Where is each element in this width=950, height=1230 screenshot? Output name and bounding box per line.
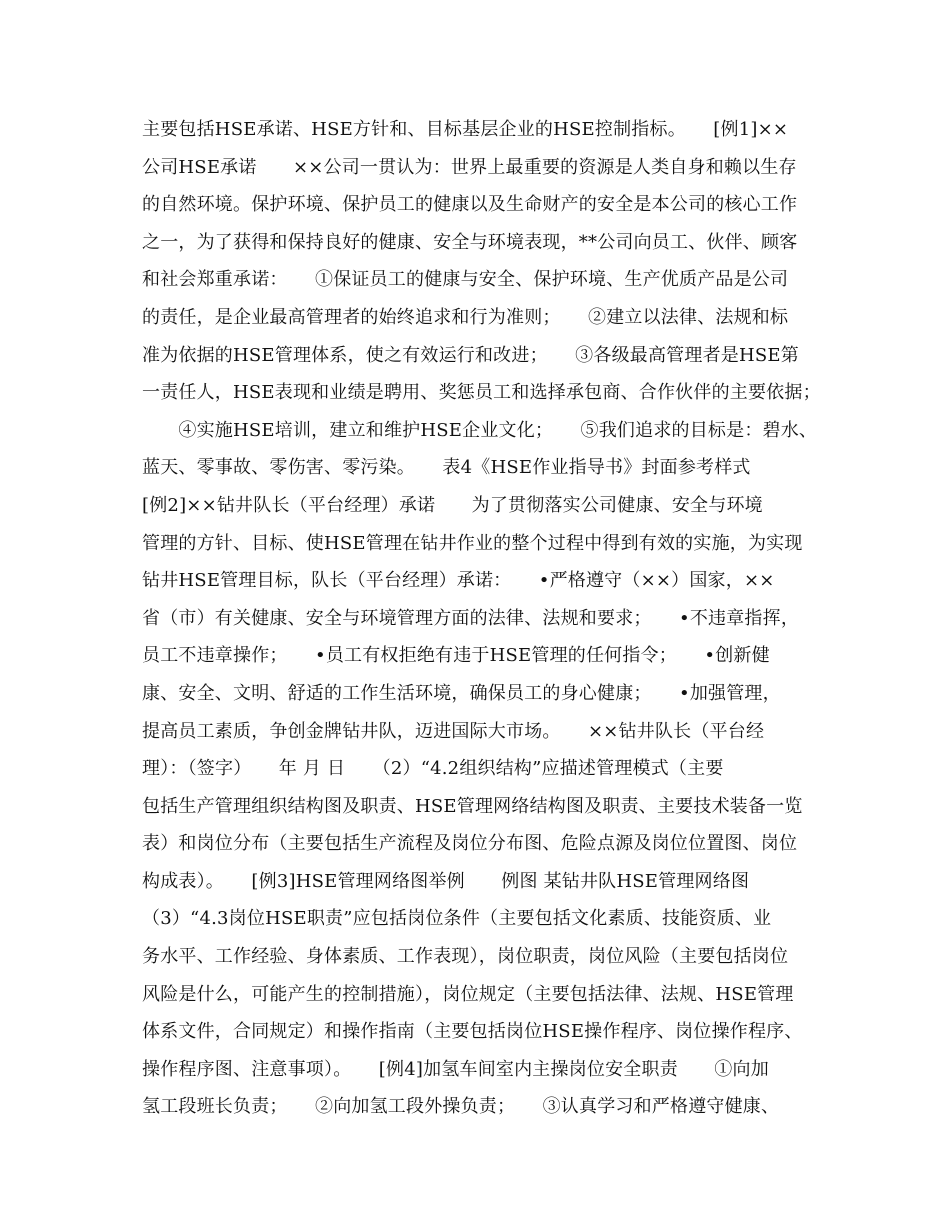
text-line: 理）：（签字） 年 月 日 （2）“4.2组织结构”应描述管理模式（主要 — [142, 758, 724, 780]
text-line: 操作程序图、注意事项）。 [例4]加氢车间室内主操岗位安全职责 ①向加 — [142, 1058, 769, 1080]
text-line: 公司HSE承诺 ××公司一贯认为：世界上最重要的资源是人类自身和赖以生存 — [142, 156, 797, 178]
text-line: 和社会郑重承诺： ①保证员工的健康与安全、保护环境、生产优质产品是公司 — [142, 269, 789, 291]
text-line: [例2]××钻井队长（平台经理）承诺 为了贯彻落实公司健康、安全与环境 — [142, 494, 763, 516]
text-line: 表）和岗位分布（主要包括生产流程及岗位分布图、危险点源及岗位位置图、岗位 — [142, 833, 798, 855]
text-line: 一责任人，HSE表现和业绩是聘用、奖惩员工和选择承包商、合作伙伴的主要依据； — [142, 382, 821, 404]
text-line: 的责任，是企业最高管理者的始终追求和行为准则； ②建立以法律、法规和标 — [142, 306, 789, 328]
text-line: 管理的方针、目标、使HSE管理在钻井作业的整个过程中得到有效的实施，为实现 — [142, 532, 803, 554]
text-line: 主要包括HSE承诺、HSE方针和、目标基层企业的HSE控制指标。 [例1]×× — [142, 119, 789, 140]
body-text — [142, 111, 822, 1126]
text-line: 体系文件，合同规定）和操作指南（主要包括岗位HSE操作程序、岗位操作程序、 — [142, 1021, 803, 1043]
text-line: ④实施HSE培训，建立和维护HSE企业文化； ⑤我们追求的目标是：碧水、 — [142, 419, 818, 441]
text-line: 蓝天、零事故、零伤害、零污染。 表4《HSE作业指导书》封面参考样式 — [142, 457, 751, 479]
text-line: 务水平、工作经验、身体素质、工作表现），岗位职责，岗位风险（主要包括岗位 — [142, 946, 789, 968]
text-line: 的自然环境。保护环境、保护员工的健康以及生命财产的安全是本公司的核心工作 — [142, 194, 798, 216]
text-line: 准为依据的HSE管理体系，使之有效运行和改进； ③各级最高管理者是HSE第 — [142, 344, 799, 366]
text-line: 氢工段班长负责； ②向加氢工段外操负责； ③认真学习和严格遵守健康、 — [142, 1096, 780, 1118]
text-line: 员工不违章操作； •员工有权拒绝有违于HSE管理的任何指令； •创新健 — [142, 645, 770, 667]
text-line: 省（市）有关健康、安全与环境管理方面的法律、法规和要求； •不违章指挥， — [142, 607, 800, 629]
text-line: （3）“4.3岗位HSE职责”应包括岗位条件（主要包括文化素质、技能资质、业 — [142, 908, 772, 930]
text-line: 之一，为了获得和保持良好的健康、安全与环境表现，**公司向员工、伙伴、顾客 — [142, 231, 798, 253]
text-line: 钻井HSE管理目标，队长（平台经理）承诺： •严格遵守（××）国家，×× — [142, 570, 775, 592]
text-line: 风险是什么，可能产生的控制措施），岗位规定（主要包括法律、法规、HSE管理 — [142, 983, 794, 1005]
text-line: 康、安全、文明、舒适的工作生活环境，确保员工的身心健康； •加强管理， — [142, 682, 781, 704]
text-line: 提高员工素质，争创金牌钻井队，迈进国际大市场。 ××钻井队长（平台经 — [142, 720, 765, 742]
text-line: 包括生产管理组织结构图及职责、HSE管理网络结构图及职责、主要技术装备一览 — [142, 795, 803, 817]
text-line: 构成表）。 [例3]HSE管理网络图举例 例图 某钻井队HSE管理网络图 — [142, 870, 750, 892]
